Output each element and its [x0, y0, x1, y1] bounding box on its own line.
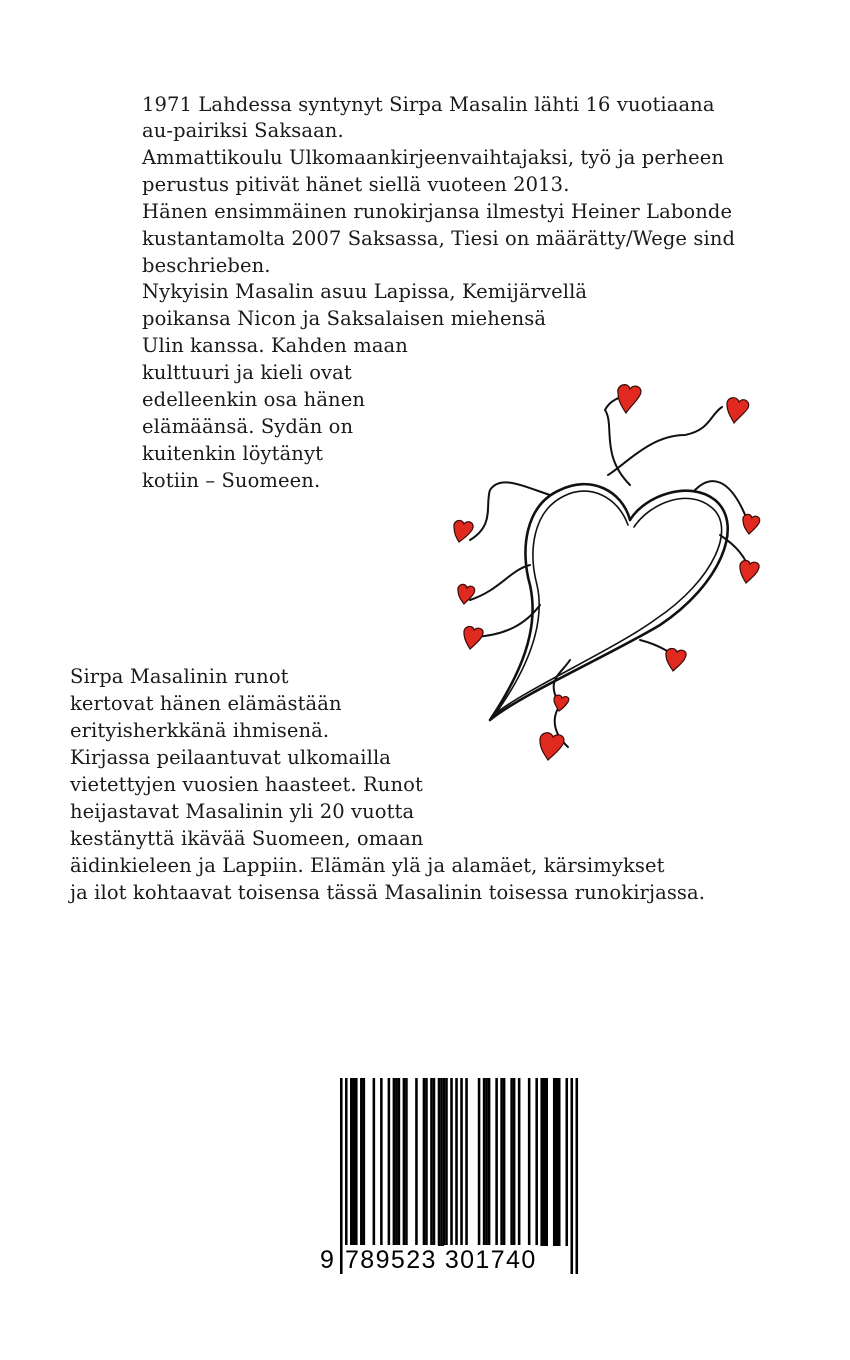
- barcode-bar: [398, 1078, 401, 1246]
- barcode-bar: [350, 1078, 353, 1246]
- description-line: Sirpa Masalinin runot: [70, 665, 289, 688]
- barcode-bar: [425, 1078, 428, 1246]
- barcode-bar: [478, 1078, 481, 1246]
- barcode-bar: [500, 1078, 503, 1246]
- bio-line: Hänen ensimmäinen runokirjansa ilmestyi Heiner Labonde: [142, 200, 733, 223]
- bio-line: elämäänsä. Sydän on: [142, 415, 354, 438]
- barcode-bar: [555, 1078, 558, 1246]
- barcode-bar: [438, 1078, 441, 1246]
- heart-illustration: [430, 375, 790, 780]
- barcode-bar: [510, 1078, 513, 1246]
- barcode-bar: [545, 1078, 548, 1246]
- barcode-bar: [403, 1078, 406, 1246]
- description-line: kestänyttä ikävää Suomeen, omaan: [70, 827, 424, 850]
- barcode-bar: [495, 1078, 498, 1246]
- barcode-bar: [535, 1078, 538, 1246]
- bio-line: Ammattikoulu Ulkomaankirjeenvaihtajaksi, työ ja perheen: [142, 146, 725, 169]
- barcode-bar: [488, 1078, 491, 1246]
- barcode-bar: [373, 1078, 376, 1246]
- barcode-bar: [485, 1078, 488, 1246]
- barcode-bar: [353, 1078, 356, 1246]
- barcode-bar: [443, 1078, 446, 1246]
- barcode-bar: [430, 1078, 433, 1246]
- barcode-bar: [528, 1078, 531, 1246]
- bio-line: poikansa Nicon ja Saksalaisen miehensä: [142, 307, 547, 330]
- bio-line: au-pairiksi Saksaan.: [142, 119, 344, 142]
- bio-line: Nykyisin Masalin asuu Lapissa, Kemijärvellä: [142, 280, 588, 303]
- barcode-bar: [483, 1078, 486, 1246]
- isbn-left-group: 789523: [345, 1246, 437, 1274]
- bio-line: kulttuuri ja kieli ovat: [142, 361, 352, 384]
- bio-line: kotiin – Suomeen.: [142, 469, 321, 492]
- barcode-bar: [363, 1078, 366, 1246]
- small-heart: [464, 626, 483, 649]
- bio-line: perustus pitivät hänet siellä vuoteen 2013.: [142, 173, 570, 196]
- isbn-first-digit: 9: [316, 1245, 338, 1275]
- description-line: vietettyjen vuosien haasteet. Runot: [70, 773, 423, 796]
- isbn-right-group: 301740: [444, 1246, 537, 1274]
- small-heart: [740, 560, 759, 583]
- small-heart: [743, 514, 760, 534]
- bio-line: Ulin kanssa. Kahden maan: [142, 334, 408, 357]
- bio-line: 1971 Lahdessa syntynyt Sirpa Masalin lähti 16 vuotiaana: [142, 93, 715, 116]
- isbn-digits: [316, 1244, 580, 1276]
- barcode-bar: [445, 1078, 448, 1246]
- barcode-bar: [388, 1078, 391, 1246]
- barcode-bar: [440, 1078, 443, 1246]
- small-heart: [666, 648, 686, 671]
- barcode-bar: [415, 1078, 418, 1246]
- barcode-bar: [565, 1078, 568, 1246]
- small-heart: [458, 584, 475, 604]
- barcode-bar: [380, 1078, 383, 1246]
- barcode-bar: [395, 1078, 398, 1246]
- barcode-bar: [393, 1078, 396, 1246]
- description-line: Kirjassa peilaantuvat ulkomailla: [70, 746, 392, 769]
- description-line: kertovat hänen elämästään: [70, 692, 342, 715]
- bio-line: kustantamolta 2007 Saksassa, Tiesi on määrätty/Wege sind: [142, 227, 736, 250]
- description-line: heijastavat Masalinin yli 20 vuotta: [70, 800, 415, 823]
- barcode-bar: [355, 1078, 358, 1246]
- barcode-bar: [553, 1078, 556, 1246]
- barcode-bar: [558, 1078, 561, 1246]
- barcode-bar: [540, 1078, 543, 1246]
- barcode-bar: [543, 1078, 546, 1246]
- barcode-bar: [513, 1078, 516, 1246]
- barcode-bar: [405, 1078, 408, 1246]
- bio-line: edelleenkin osa hänen: [142, 388, 365, 411]
- small-heart: [540, 733, 564, 760]
- barcode-bar: [433, 1078, 436, 1246]
- barcode-bar: [360, 1078, 363, 1246]
- description-line: äidinkieleen ja Lappiin. Elämän ylä ja alamäet, kärsimykset: [70, 854, 665, 877]
- barcode-bar: [503, 1078, 506, 1246]
- small-heart: [618, 385, 641, 413]
- description-line: erityisherkkänä ihmisenä.: [70, 719, 330, 742]
- barcode-bar: [465, 1078, 468, 1246]
- small-heart: [727, 398, 749, 423]
- barcode-bar: [518, 1078, 521, 1246]
- bio-line: beschrieben.: [142, 254, 271, 277]
- small-heart: [554, 695, 569, 711]
- barcode-bar: [423, 1078, 426, 1246]
- description-line: ja ilot kohtaavat toisensa tässä Masalinin toisessa runokirjassa.: [70, 881, 706, 904]
- bio-line: kuitenkin löytänyt: [142, 442, 324, 465]
- heart-outline: [470, 395, 752, 747]
- barcode-bar: [450, 1078, 453, 1246]
